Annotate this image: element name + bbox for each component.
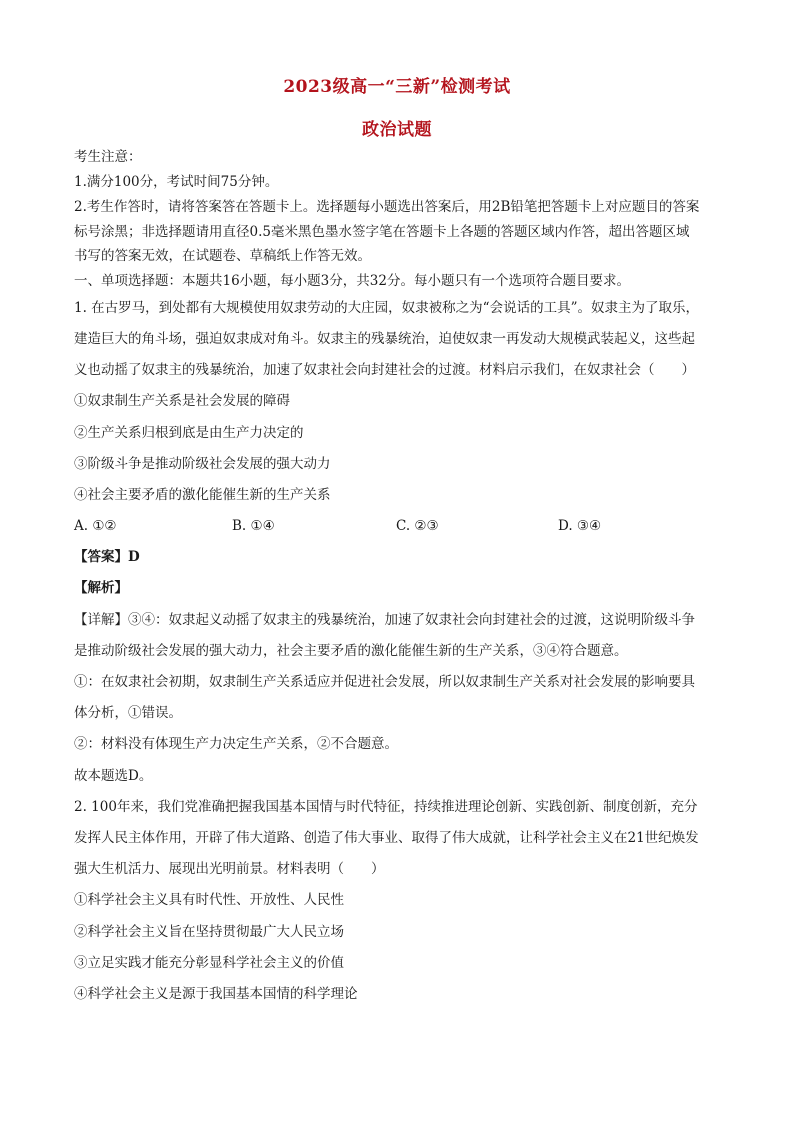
q1-statement-2: ②生产关系归根到底是由生产力决定的 (74, 425, 304, 441)
q1-detail-line-4: 体分析，①错误。 (74, 705, 182, 721)
q1-detail-line-2: 是推动阶级社会发展的强大动力，社会主要矛盾的激化能催生新的生产关系，③④符合题意。 (74, 643, 628, 659)
q1-option-d: D. ③④ (558, 518, 602, 534)
q1-statement-3: ③阶级斗争是推动阶级社会发展的强大动力 (74, 456, 331, 472)
q1-option-c: C. ②③ (396, 518, 439, 534)
q1-stem-line-2: 建造巨大的角斗场，强迫奴隶成对角斗。奴隶主的残暴统治，迫使奴隶一再发动大规模武装起义，这些起 (74, 331, 695, 347)
q1-statement-1: ①奴隶制生产关系是社会发展的障碍 (74, 393, 290, 409)
q1-stem-line-1: 1. 在古罗马，到处都有大规模使用奴隶劳动的大庄园，奴隶被称之为“会说话的工具”。奴隶主为了取乐， (74, 300, 699, 316)
q1-detail-line-3: ①：在奴隶社会初期，奴隶制生产关系适应并促进社会发展，所以奴隶制生产关系对社会发展的影响要具 (74, 674, 695, 690)
notice-item-2-line-2: 标号涂黑；非选择题请用直径0.5毫米黑色墨水签字笔在答题卡上各题的答题区域内作答，超出答题区域 (74, 224, 690, 240)
q1-detail-line-5: ②：材料没有体现生产力决定生产关系，②不合题意。 (74, 736, 398, 752)
q2-stem-line-3: 强大生机活力、展现出光明前景。材料表明（ ） (74, 861, 385, 877)
q2-statement-2: ②科学社会主义旨在坚持贯彻最广大人民立场 (74, 924, 344, 940)
q1-option-a: A. ①② (74, 518, 117, 534)
q2-stem-line-1: 2. 100年来，我们党准确把握我国基本国情与时代特征，持续推进理论创新、实践创新、制度创新，充分 (74, 799, 698, 815)
notice-item-2-line-1: 2.考生作答时，请将答案答在答题卡上。选择题每小题选出答案后，用2B铅笔把答题卡上对应题目的答案 (74, 199, 700, 215)
q2-statement-3: ③立足实践才能充分彰显科学社会主义的价值 (74, 955, 344, 971)
q1-stem-line-3: 义也动摇了奴隶主的残暴统治，加速了奴隶社会向封建社会的过渡。材料启示我们，在奴隶社会（ ） (74, 362, 695, 378)
q1-detail-line-1: 【详解】③④：奴隶起义动摇了奴隶主的残暴统治，加速了奴隶社会向封建社会的过渡，这说明阶级斗争 (74, 612, 695, 628)
q1-conclusion: 故本题选D。 (74, 768, 153, 784)
notice-item-2-line-3: 书写的答案无效，在试题卷、草稿纸上作答无效。 (74, 248, 371, 264)
q2-stem-line-2: 发挥人民主体作用，开辟了伟大道路、创造了伟大事业、取得了伟大成就，让科学社会主义在21世纪焕发 (74, 830, 699, 846)
q2-statement-4: ④科学社会主义是源于我国基本国情的科学理论 (74, 986, 358, 1002)
q1-statement-4: ④社会主要矛盾的激化能催生新的生产关系 (74, 487, 331, 503)
exam-subtitle: 政治试题 (362, 120, 432, 140)
notice-heading: 考生注意： (74, 149, 142, 165)
q1-analysis-heading: 【解析】 (74, 580, 128, 596)
q1-answer: 【答案】D (74, 549, 140, 565)
section-heading: 一、单项选择题：本题共16小题，每小题3分，共32分。每小题只有一个选项符合题目要求。 (74, 273, 630, 289)
q1-option-b: B. ①④ (232, 518, 275, 534)
exam-title: 2023级高一“三新”检测考试 (283, 77, 511, 97)
notice-item-1: 1.满分100分，考试时间75分钟。 (74, 174, 279, 190)
q2-statement-1: ①科学社会主义具有时代性、开放性、人民性 (74, 892, 344, 908)
